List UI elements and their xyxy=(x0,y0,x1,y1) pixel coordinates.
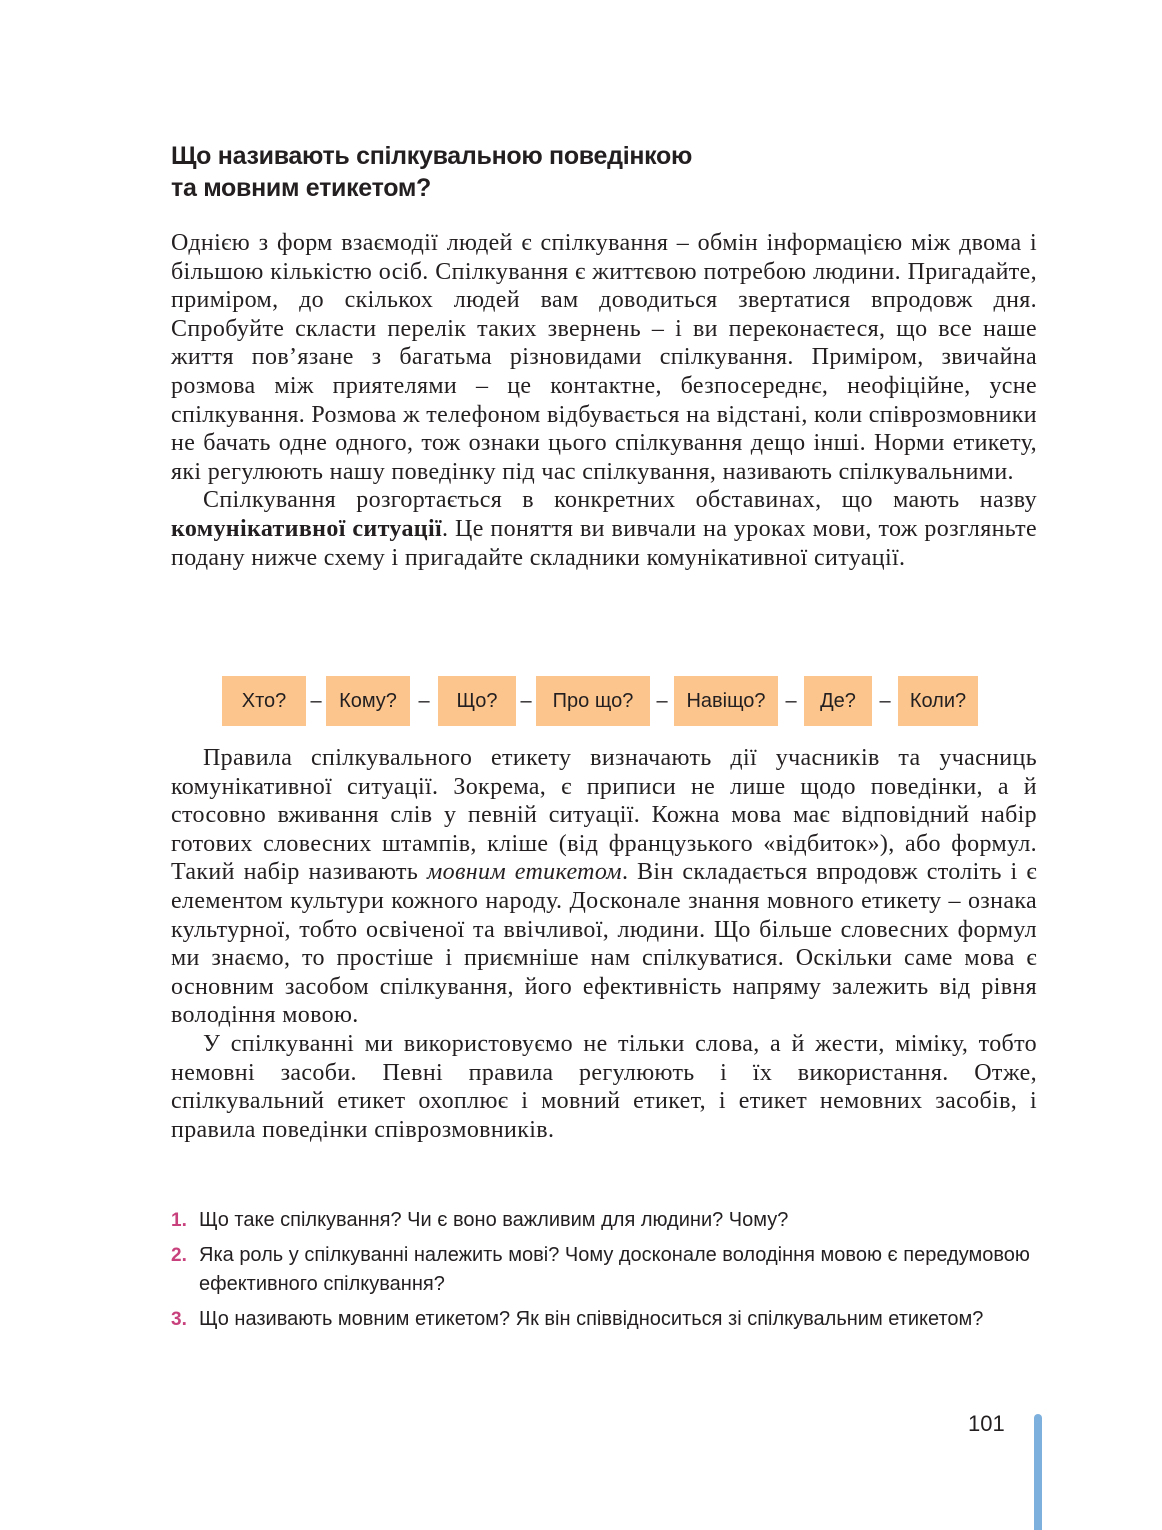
scheme-item-when: Коли? xyxy=(898,676,978,726)
scheme-item-to-whom: Кому? xyxy=(326,676,410,726)
question-item xyxy=(171,1206,1037,1235)
paragraph-3-start: Правила спілкувального етикету визначають дії учасників та учасниць комунікативної ситуації. Зокрема, є приписи не лише щодо поведінки, а й стосовно вживання слів у певній ситуації. Кожна мова має відповідний набір готових словесних штампів, кліше (від французького «відбиток»), або формул. Такий набір називають xyxy=(171,745,1037,886)
question-number: 3. xyxy=(171,1309,187,1330)
paragraph-3-end: . Він складається впродовж століть і є елементом культури кожного народу. Досконале знання мовного етикету – ознака культурної, тобто освіченої та ввічливої, людини. Що більше словесних формул ми знаємо, то простіше і приємніше нам спілкуватися. Оскільки саме мова є основним засобом спілкування, його ефективність напряму залежить від рівня володіння мовою. xyxy=(171,859,1037,1029)
heading-line-1: Що називають спілкувальною поведінкою xyxy=(171,142,693,170)
paragraph-2-end: . Це поняття ви вивчали на уроках мови, тож розгляньте подану нижче схему і пригадайте складники комунікативної ситуації. xyxy=(171,515,1038,571)
scheme-separator: – xyxy=(520,689,532,712)
page-edge-bar xyxy=(1034,1414,1042,1530)
rules-text xyxy=(171,744,1037,1144)
scheme-item-what: Що? xyxy=(438,676,516,726)
paragraph-2 xyxy=(171,486,1037,572)
scheme-separator: – xyxy=(879,689,891,712)
scheme-separator: – xyxy=(785,689,797,712)
question-number: 2. xyxy=(171,1245,187,1266)
scheme-item-about-what: Про що? xyxy=(536,676,650,726)
scheme-separator: – xyxy=(418,689,430,712)
paragraph-4: У спілкуванні ми використовуємо не тільки слова, а й жести, міміку, тобто немовні засоби. Певні правила регулюють і їх використання. Отже, спілкувальний етикет охоплює і мовний етикет, і етикет немовних засобів, і правила поведінки співрозмовників. xyxy=(171,1030,1037,1143)
paragraph-1: Однією з форм взаємодії людей є спілкування – обмін інформацією між двома і більшою кількістю осіб. Спілкування є життєвою потребою людини. Пригадайте, приміром, до скількох людей вам доводиться звертатися впродовж дня. Спробуйте скласти перелік таких звернень – і ви переконаєтеся, що все наше життя пов’язане з багатьма різновидами спілкування. Приміром, звичайна розмова між приятелями – це контактне, безпосереднє, неофіційне, усне спілкування. Розмова ж телефоном відбувається на відстані, коли співрозмовники не бачать одне одного, тож ознаки цього спілкування дещо інші. Норми етикету, які регулюють нашу поведінку під час спілкування, називають спілкувальними. xyxy=(171,230,1037,485)
communicative-situation-scheme xyxy=(222,676,978,726)
question-text: Що таке спілкування? Чи є воно важливим для людини? Чому? xyxy=(199,1209,789,1231)
term-communicative-situation: комунікативної ситуації xyxy=(171,515,443,542)
scheme-separator: – xyxy=(656,689,668,712)
section-heading xyxy=(171,140,1037,204)
intro-text xyxy=(171,229,1037,572)
question-number: 1. xyxy=(171,1210,187,1231)
paragraph-2-start: Спілкування розгортається в конкретних обставинах, що мають назву xyxy=(203,487,1037,514)
question-item xyxy=(171,1305,1037,1334)
heading-line-2: та мовним етикетом? xyxy=(171,174,431,202)
paragraph-3 xyxy=(171,744,1037,1030)
scheme-item-who: Хто? xyxy=(222,676,306,726)
scheme-item-why: Навіщо? xyxy=(674,676,778,726)
term-speech-etiquette: мовним етикетом xyxy=(426,859,622,886)
question-text: Що називають мовним етикетом? Як він співвідноситься зі спілкувальним етикетом? xyxy=(199,1308,984,1330)
scheme-item-where: Де? xyxy=(804,676,872,726)
question-item xyxy=(171,1241,1037,1299)
scheme-separator: – xyxy=(310,689,322,712)
question-text: Яка роль у спілкуванні належить мові? Чому досконале володіння мовою є передумовою ефективного спілкування? xyxy=(199,1244,1030,1295)
page-number: 101 xyxy=(968,1411,1005,1436)
review-questions xyxy=(171,1206,1037,1340)
